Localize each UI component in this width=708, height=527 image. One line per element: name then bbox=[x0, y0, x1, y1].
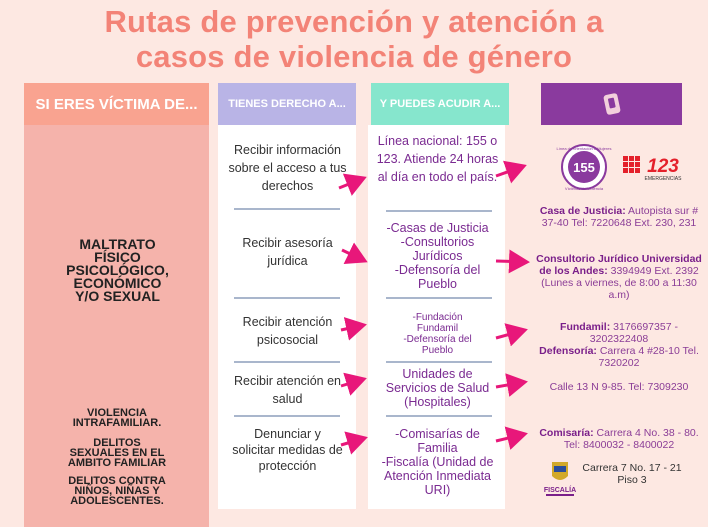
arrow-right-5 bbox=[341, 438, 365, 445]
arrow-place-5 bbox=[496, 434, 525, 441]
logo-123 bbox=[622, 152, 684, 184]
arrow-place-4 bbox=[496, 382, 525, 387]
right-report: Denunciar y solicitar medidas de protección bbox=[232, 427, 343, 473]
arrow-place-2 bbox=[496, 261, 527, 262]
arrow-right-1 bbox=[339, 178, 364, 188]
header-places: Y PUEDES ACUDIR A... bbox=[371, 83, 509, 125]
place-national-line: Línea nacional: 155 o 123. Atiende 24 horas al día en todo el país. bbox=[376, 134, 499, 184]
title-line-2: casos de violencia de género bbox=[135, 39, 573, 74]
right-health: Recibir atención en salud bbox=[233, 374, 341, 406]
place-justice-houses: -Casas de Justicia -Consultorios Jurídicos -Defensoría del Pueblo bbox=[386, 221, 489, 291]
arrow-right-3 bbox=[341, 325, 364, 330]
place-fundamil: -Fundación Fundamil -Defensoría del Pueblo bbox=[403, 312, 472, 356]
contact-casa-justicia: Casa de Justicia: Autopista sur # 37-40 Tel: 7220648 Ext. 230, 231 bbox=[539, 205, 699, 229]
svg-text:Línea de orientación a Mujeres: Línea de orientación a Mujeres bbox=[556, 146, 612, 151]
svg-text:EMERGENCIAS: EMERGENCIAS bbox=[644, 176, 682, 182]
contact-fundamil: Fundamil: 3176697357 - 3202322408 Defensoría: Carrera 4 #28-10 Tel. 7320202 bbox=[539, 321, 699, 369]
victim-type-violencia: VIOLENCIA INTRAFAMILIAR. DELITOS SEXUALES EN EL AMBITO FAMILIAR DELITOS CONTRA NIÑOS, NIÑAS Y ADOLESCENTES. bbox=[67, 407, 167, 507]
logo-155 bbox=[556, 142, 612, 194]
arrow-place-1 bbox=[496, 166, 524, 176]
victim-type-maltrato: MALTRATO FÍSICO PSICOLÓGICO, ECONÓMICO Y/O SEXUAL bbox=[66, 236, 169, 304]
right-psychosocial: Recibir atención psicosocial bbox=[242, 315, 333, 347]
header-rights: TIENES DERECHO A... bbox=[218, 83, 356, 125]
svg-text:FISCALÍA: FISCALÍA bbox=[543, 487, 577, 494]
right-legal-advice: Recibir asesoría jurídica bbox=[242, 236, 333, 268]
svg-text:155: 155 bbox=[573, 160, 595, 175]
fiscalia-logo bbox=[540, 458, 580, 500]
arrow-right-2 bbox=[342, 250, 365, 261]
header-victim: SI ERES VÍCTIMA DE... bbox=[24, 83, 209, 125]
arrow-right-4 bbox=[341, 379, 364, 386]
contact-fiscalia: Carrera 7 No. 17 - 21 Piso 3 bbox=[582, 462, 682, 486]
contact-comisaria: Comisaría: Carrera 4 No. 38 - 80. Tel: 8400032 - 8400022 bbox=[539, 427, 699, 451]
svg-text:123: 123 bbox=[647, 156, 679, 177]
arrow-place-3 bbox=[496, 330, 525, 338]
place-health-units: Unidades de Servicios de Salud (Hospitales) bbox=[385, 367, 490, 409]
contact-consultorio: Consultorio Jurídico Universidad de los Andes: 3394949 Ext. 2392 (Lunes a viernes, de 8:00 a 11:30 a.m) bbox=[536, 253, 702, 301]
contact-salud: Calle 13 N 9-85. Tel: 7309230 bbox=[549, 381, 689, 393]
place-comisarias: -Comisarías de Familia -Fiscalía (Unidad de Atención Inmediata URI) bbox=[381, 427, 494, 497]
svg-text:Víctimas de Violencia: Víctimas de Violencia bbox=[564, 186, 604, 191]
right-information: Recibir información sobre el acceso a tus derechos bbox=[228, 143, 347, 193]
title-line-1: Rutas de prevención y atención a bbox=[104, 4, 604, 39]
